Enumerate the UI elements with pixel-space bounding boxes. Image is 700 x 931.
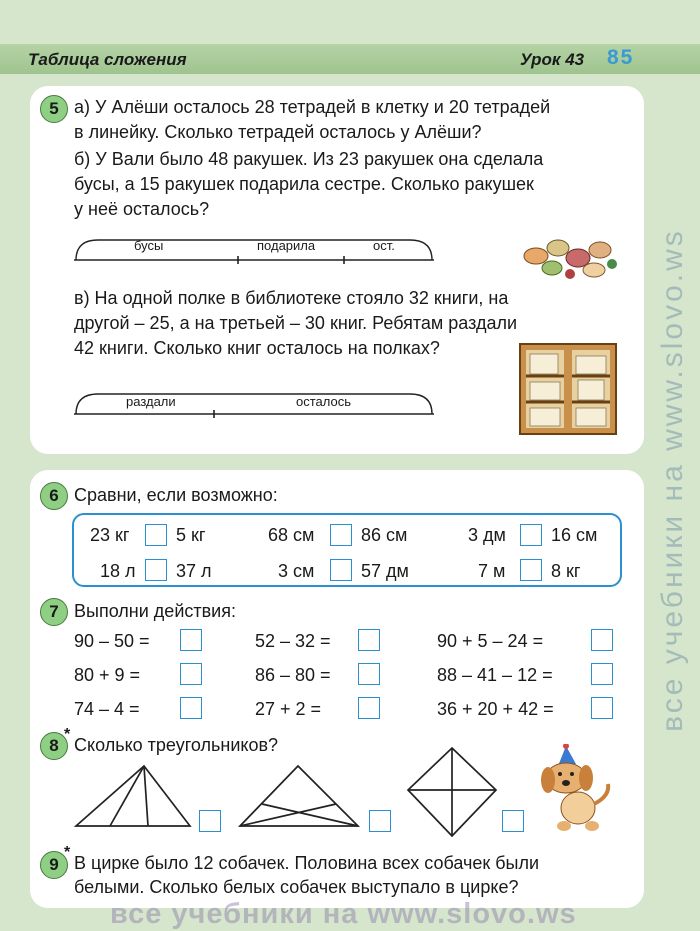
compare-r1-f: 16 см xyxy=(551,525,598,545)
expr-4: 80 + 9 = xyxy=(74,665,141,685)
compare-r2-f: 8 кг xyxy=(551,561,581,581)
triangle-answer-box-2[interactable] xyxy=(369,810,391,832)
shells-illustration xyxy=(520,232,620,282)
task5-c-line2: другой – 25, а на третьей – 30 книг. Ребятам раздали xyxy=(74,313,518,333)
task9-line2: белыми. Сколько белых собачек выступало в цирке? xyxy=(74,877,519,897)
task5-number: 5 xyxy=(40,95,68,123)
compare-r1-b: 5 кг xyxy=(176,525,206,545)
expr-1: 90 – 50 = xyxy=(74,631,150,651)
task5-a-line2: в линейку. Сколько тетрадей осталось у Алёши? xyxy=(74,122,482,142)
diagram2-label-given: раздали xyxy=(126,394,176,409)
task6-number: 6 xyxy=(40,482,68,510)
answer-box-9[interactable] xyxy=(591,697,613,719)
compare-r1-d: 86 см xyxy=(361,525,408,545)
expr-5: 86 – 80 = xyxy=(255,665,331,685)
answer-box-8[interactable] xyxy=(358,697,380,719)
task7-number: 7 xyxy=(40,598,68,626)
task7-prompt: Выполни действия: xyxy=(74,601,236,621)
triangle-answer-box-3[interactable] xyxy=(502,810,524,832)
task6-prompt: Сравни, если возможно: xyxy=(74,485,278,505)
diagram1-label-gifted: подарила xyxy=(257,238,316,253)
task5-b-line1: б) У Вали было 48 ракушек. Из 23 ракушек она сделала xyxy=(74,149,544,169)
page-number: 85 xyxy=(607,46,635,69)
diagram1-label-rest: ост. xyxy=(373,238,395,253)
task5-a-line1: а) У Алёши осталось 28 тетрадей в клетку и 20 тетрадей xyxy=(74,97,551,117)
compare-r2-b: 37 л xyxy=(176,561,212,581)
answer-box-4[interactable] xyxy=(180,663,202,685)
compare-r1-c: 68 см xyxy=(268,525,315,545)
task9-line1: В цирке было 12 собачек. Половина всех собачек были xyxy=(74,853,540,873)
compare-r2-a: 18 л xyxy=(100,561,136,581)
answer-box-2[interactable] xyxy=(358,629,380,651)
task9-star: * xyxy=(64,844,71,861)
expr-6: 88 – 41 – 12 = xyxy=(437,665,553,685)
compare-r1-box2[interactable] xyxy=(330,524,352,546)
diagram2-label-remaining: осталось xyxy=(296,394,352,409)
task5-c-line1: в) На одной полке в библиотеке стояло 32 книги, на xyxy=(74,288,509,308)
compare-r2-box1[interactable] xyxy=(145,559,167,581)
answer-box-7[interactable] xyxy=(180,697,202,719)
answer-box-1[interactable] xyxy=(180,629,202,651)
bookshelf-illustration xyxy=(518,342,618,436)
side-watermark: все учебники на www.slovo.ws xyxy=(656,228,689,732)
task5-b-line2: бусы, а 15 ракушек подарила сестре. Сколько ракушек xyxy=(74,174,534,194)
triangle-figure-3 xyxy=(404,744,500,840)
compare-r2-box2[interactable] xyxy=(330,559,352,581)
compare-r2-d: 57 дм xyxy=(361,561,409,581)
dog-illustration xyxy=(536,744,616,836)
task8-prompt: Сколько треугольников? xyxy=(74,735,279,755)
page-section-title: Таблица сложения xyxy=(28,50,187,69)
bottom-watermark: все учебники на www.slovo.ws xyxy=(110,898,577,930)
compare-r1-box1[interactable] xyxy=(145,524,167,546)
task5-b-line3: у неё осталось? xyxy=(74,199,210,219)
expr-3: 90 + 5 – 24 = xyxy=(437,631,544,651)
compare-r1-box3[interactable] xyxy=(520,524,542,546)
lesson-label: Урок 43 xyxy=(520,50,585,69)
triangle-answer-box-1[interactable] xyxy=(199,810,221,832)
task9-number: 9 xyxy=(40,851,68,879)
answer-box-3[interactable] xyxy=(591,629,613,651)
task8-number: 8 xyxy=(40,732,68,760)
diagram1-label-beads: бусы xyxy=(134,238,164,253)
expr-7: 74 – 4 = xyxy=(74,699,140,719)
compare-r1-e: 3 дм xyxy=(468,525,506,545)
compare-r1-a: 23 кг xyxy=(90,525,130,545)
expr-8: 27 + 2 = xyxy=(255,699,322,719)
compare-r2-box3[interactable] xyxy=(520,559,542,581)
triangle-figure-2 xyxy=(236,762,362,830)
expr-9: 36 + 20 + 42 = xyxy=(437,699,554,719)
triangle-figure-1 xyxy=(72,762,194,830)
answer-box-5[interactable] xyxy=(358,663,380,685)
expr-2: 52 – 32 = xyxy=(255,631,331,651)
task5-c-line3: 42 книги. Сколько книг осталось на полках? xyxy=(74,338,440,358)
answer-box-6[interactable] xyxy=(591,663,613,685)
compare-r2-c: 3 см xyxy=(278,561,315,581)
header-band xyxy=(0,44,700,74)
compare-r2-e: 7 м xyxy=(478,561,506,581)
task8-star: * xyxy=(64,726,71,743)
